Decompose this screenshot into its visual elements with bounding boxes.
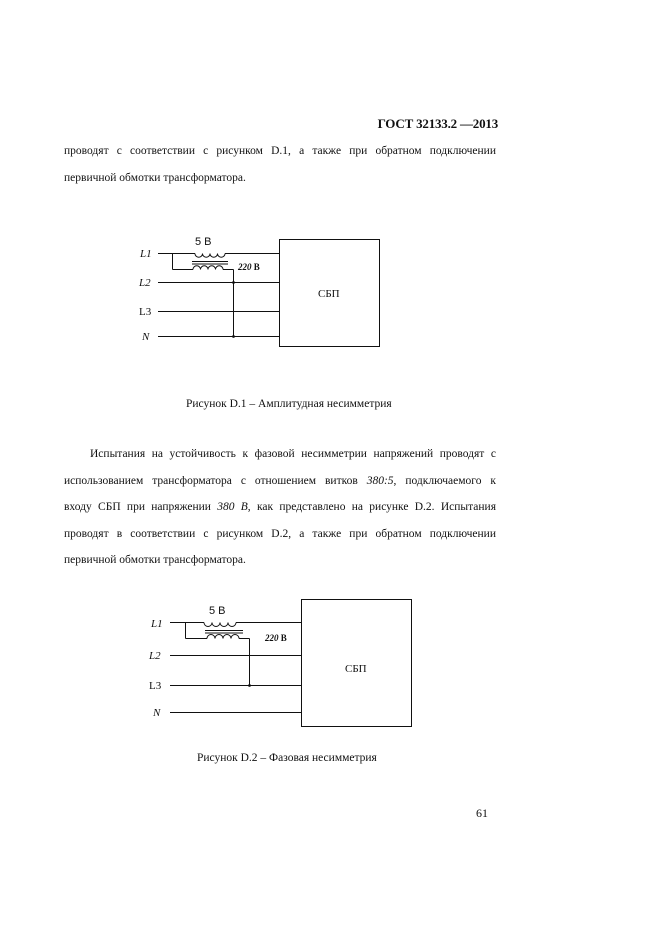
figure-2-label-n: N <box>153 707 161 719</box>
figure-1-label-n: N <box>142 331 150 343</box>
figure-1-diagram <box>0 225 661 365</box>
figure-2-caption: Рисунок D.2 – Фазовая несимметрия <box>197 752 377 764</box>
figure-1-label-l2: L2 <box>139 277 151 289</box>
paragraph-2-line-2: использованием трансформатора с отношением витков 380:5, подключаемого к <box>64 474 496 487</box>
paragraph-1-line-1: проводят с соответствии с рисунком D.1, а также при обратном подключении <box>64 145 496 157</box>
figure-1-primary-winding <box>193 266 223 270</box>
figure-1-caption: Рисунок D.1 – Амплитудная несимметрия <box>186 398 392 410</box>
figure-2-voltage-5v: 5 В <box>209 605 226 617</box>
figure-1-box-label: СБП <box>318 288 340 300</box>
paragraph-1 <box>64 138 496 191</box>
supply-voltage: 380 В <box>217 501 248 513</box>
figure-2-box-label: СБП <box>345 663 367 675</box>
figure-2-label-l3: L3 <box>149 680 162 692</box>
paragraph-2-line-3: входу СБП при напряжении 380 В, как представлено на рисунке D.2. Испытания <box>64 501 497 513</box>
paragraph-1-line-2: первичной обмотки трансформатора. <box>64 171 246 184</box>
figure-1-voltage-220v: 220 В <box>238 262 260 272</box>
paragraph-2-line-4: проводят в соответствии с рисунком D.2, а также при обратном подключении <box>64 527 496 540</box>
figure-2-primary-winding <box>207 635 239 639</box>
figure-2-voltage-220v: 220 В <box>265 633 287 643</box>
paragraph-2 <box>64 441 496 574</box>
page-number: 61 <box>476 806 488 820</box>
figure-1-secondary-winding <box>195 254 225 258</box>
paragraph-2-line-1: Испытания на устойчивость к фазовой несимметрии напряжений проводят с <box>90 448 496 460</box>
figure-2-secondary-winding <box>204 623 236 627</box>
figure-1-label-l1: L1 <box>140 248 152 260</box>
figure-1-label-l3: L3 <box>139 306 152 318</box>
figure-2-diagram <box>0 595 661 735</box>
figure-2-label-l1: L1 <box>151 618 163 630</box>
turns-ratio: 380:5 <box>366 474 394 487</box>
document-header: ГОСТ 32133.2 —2013 <box>377 116 498 131</box>
paragraph-2-line-5: первичной обмотки трансформатора. <box>64 554 246 566</box>
figure-1-voltage-5v: 5 В <box>195 236 212 248</box>
figure-2-label-l2: L2 <box>149 650 161 662</box>
